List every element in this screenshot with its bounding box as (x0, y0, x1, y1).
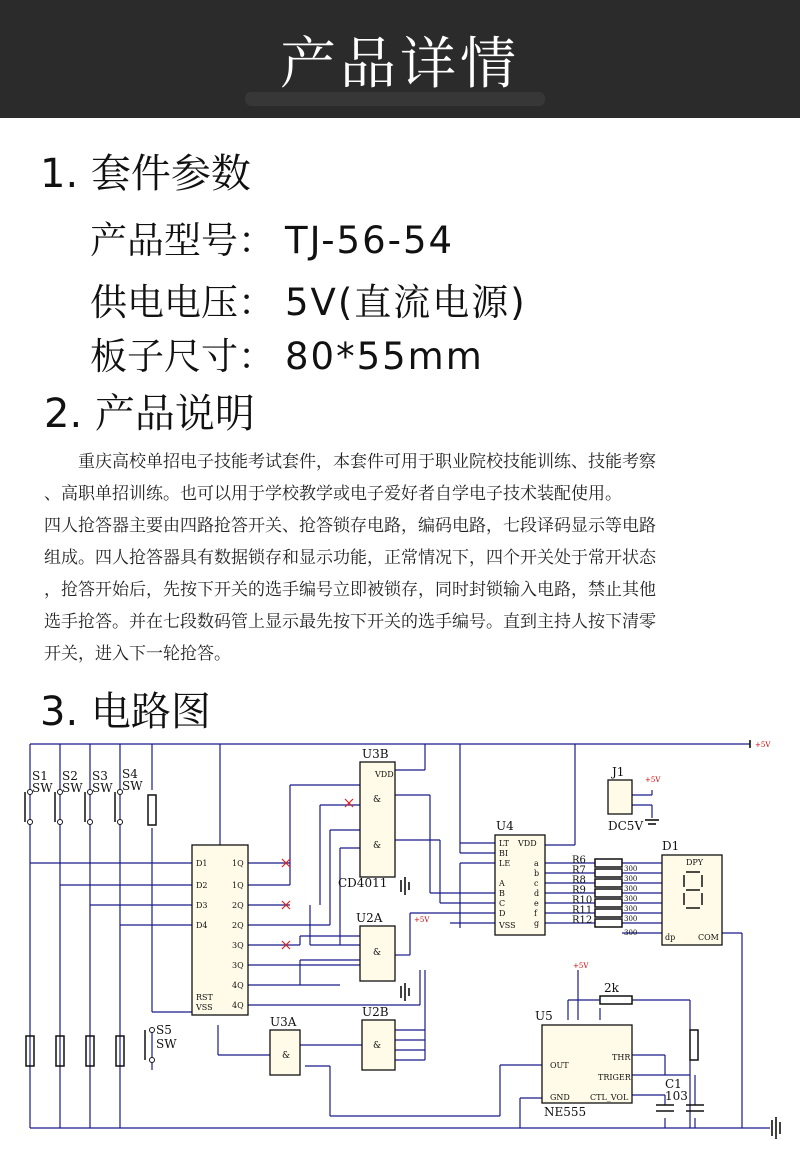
pin-label: LT (499, 839, 509, 848)
ic-label-u3a: U3A (270, 1015, 297, 1029)
resistor-label: R7 (572, 865, 586, 876)
spec-row-size (90, 326, 484, 380)
page-title: 产品详情 (280, 32, 520, 97)
pin-label: B (499, 889, 505, 898)
resistor-value: 300 (624, 895, 638, 903)
gate-symbol: & (373, 841, 382, 851)
display-label-d1: D1 (662, 839, 680, 853)
desc-line: 、高职单招训练。也可以用于学校教学或电子爱好者自学电子技术装配使用。 (44, 484, 622, 504)
pin-label: e (534, 899, 539, 908)
resistor-value: 300 (624, 905, 638, 913)
pin-label: D4 (196, 921, 208, 930)
desc-line: ，抢答开始后，先按下开关的选手编号立即被锁存，同时封锁输入电路，禁止其他 (44, 580, 656, 600)
spec-label: 产品型号： (90, 219, 275, 262)
switch-type: SW (62, 781, 83, 795)
spec-row-model (90, 210, 454, 264)
desc-line: 开关，进入下一轮抢答。 (44, 644, 231, 664)
pin-label: 3Q (232, 961, 244, 970)
resistor-label: R6 (572, 855, 586, 866)
switch-label-s1: S1 (32, 769, 48, 783)
resistor-value: 300 (624, 875, 638, 883)
pin-label: LE (499, 859, 511, 868)
pin-label: c (534, 879, 539, 888)
circuit-diagram (0, 730, 800, 1158)
ic-label-u2b: U2B (362, 1005, 389, 1019)
desc-line: 四人抢答器主要由四路抢答开关、抢答锁存电路，编码电路，七段译码显示等电路 (44, 516, 656, 536)
gate-symbol: & (373, 795, 382, 805)
pin-label: CTL_VOL (590, 1093, 629, 1102)
resistor-label: R8 (572, 875, 586, 886)
pin-label: 4Q (232, 981, 244, 990)
connector-label-j1: J1 (612, 765, 625, 779)
switch-label-s2: S2 (62, 769, 78, 783)
product-description (44, 446, 764, 670)
resistor-label: R9 (572, 885, 586, 896)
switch-type: SW (122, 779, 143, 793)
section-heading-specs: 1. 套件参数 (40, 151, 251, 197)
switch-type: SW (156, 1037, 177, 1051)
power-rail-label: +5V (755, 741, 771, 749)
pin-label: VDD (375, 770, 394, 779)
pin-label: VSS (499, 921, 516, 930)
resistor-label: R10 (572, 895, 593, 906)
timer-part-number: NE555 (544, 1105, 587, 1119)
spec-value: 80*55mm (285, 335, 484, 378)
resistor-value-2k: 2k (604, 981, 619, 995)
pin-label: D2 (196, 881, 208, 890)
pin-label: GND (550, 1093, 570, 1102)
pin-label: D3 (196, 901, 208, 910)
pin-label: 2Q (232, 901, 244, 910)
ic-label-u4: U4 (496, 819, 514, 833)
ic-label-u2a: U2A (356, 911, 383, 925)
pin-label: VSS (196, 1003, 213, 1012)
ic-label-u5: U5 (535, 1009, 553, 1023)
ic-label-u3b: U3B (362, 747, 389, 761)
resistor-value: 300 (624, 865, 638, 873)
resistor-value: 300 (624, 885, 638, 893)
power-label: +5V (573, 962, 589, 970)
gate-symbol: & (282, 1051, 291, 1061)
power-label: +5V (645, 776, 661, 784)
pin-label: D (499, 909, 506, 918)
resistor-value: 300 (624, 915, 638, 923)
switch-label-s5: S5 (156, 1023, 172, 1037)
pin-label: dp (665, 933, 676, 942)
pin-label: BI (499, 849, 509, 858)
resistor-label: R11 (572, 905, 593, 916)
desc-line: 选手抢答。并在七段数码管上显示最先按下开关的选手编号。直到主持人按下清零 (44, 612, 656, 632)
spec-label: 板子尺寸： (90, 335, 275, 378)
spec-value: TJ-56-54 (285, 219, 455, 262)
pin-label: TRIGER (598, 1073, 631, 1082)
pin-label: RST (196, 993, 213, 1002)
ic-part-number: CD4011 (338, 876, 388, 890)
pin-label: VDD (518, 839, 537, 848)
title-banner (0, 0, 800, 118)
pin-label: A (499, 879, 505, 888)
switch-label-s3: S3 (92, 769, 108, 783)
section-heading-description: 2. 产品说明 (44, 391, 255, 437)
pin-label: COM (698, 933, 719, 942)
pin-label: DPY (686, 858, 704, 867)
capacitor-label-c1: C1 (665, 1077, 682, 1091)
desc-line: 组成。四人抢答器具有数据锁存和显示功能，正常情况下，四个开关处于常开状态 (44, 548, 656, 568)
pin-label: d (534, 889, 540, 898)
pin-label: f (534, 909, 537, 918)
spec-value: 5V(直流电源) (285, 281, 527, 324)
pin-label: 1Q (232, 881, 244, 890)
pin-label: 2Q (232, 921, 244, 930)
switch-type: SW (32, 781, 53, 795)
gate-symbol: & (373, 948, 382, 958)
power-label: +5V (414, 916, 430, 924)
pin-label: a (534, 859, 539, 868)
pin-label: 4Q (232, 1001, 244, 1010)
desc-line: 重庆高校单招电子技能考试套件，本套件可用于职业院校技能训练、技能考察 (78, 452, 656, 472)
resistor-value: 300 (624, 929, 638, 937)
gate-symbol: & (373, 1041, 382, 1051)
pin-label: THR (612, 1053, 631, 1062)
pin-label: 3Q (232, 941, 244, 950)
switch-label-s4: S4 (122, 767, 138, 781)
resistor-label: R12 (572, 915, 593, 926)
pin-label: D1 (196, 859, 208, 868)
pin-label: 1Q (232, 859, 244, 868)
pin-label: g (534, 919, 540, 928)
power-connector-label: DC5V (608, 819, 644, 833)
pin-label: C (499, 899, 506, 908)
spec-row-voltage (90, 272, 527, 326)
spec-label: 供电电压： (90, 281, 275, 324)
switch-type: SW (92, 781, 113, 795)
pin-label: b (534, 869, 540, 878)
pin-label: OUT (550, 1061, 569, 1070)
capacitor-value: 103 (665, 1089, 688, 1103)
section-heading-circuit: 3. 电路图 (40, 689, 211, 735)
